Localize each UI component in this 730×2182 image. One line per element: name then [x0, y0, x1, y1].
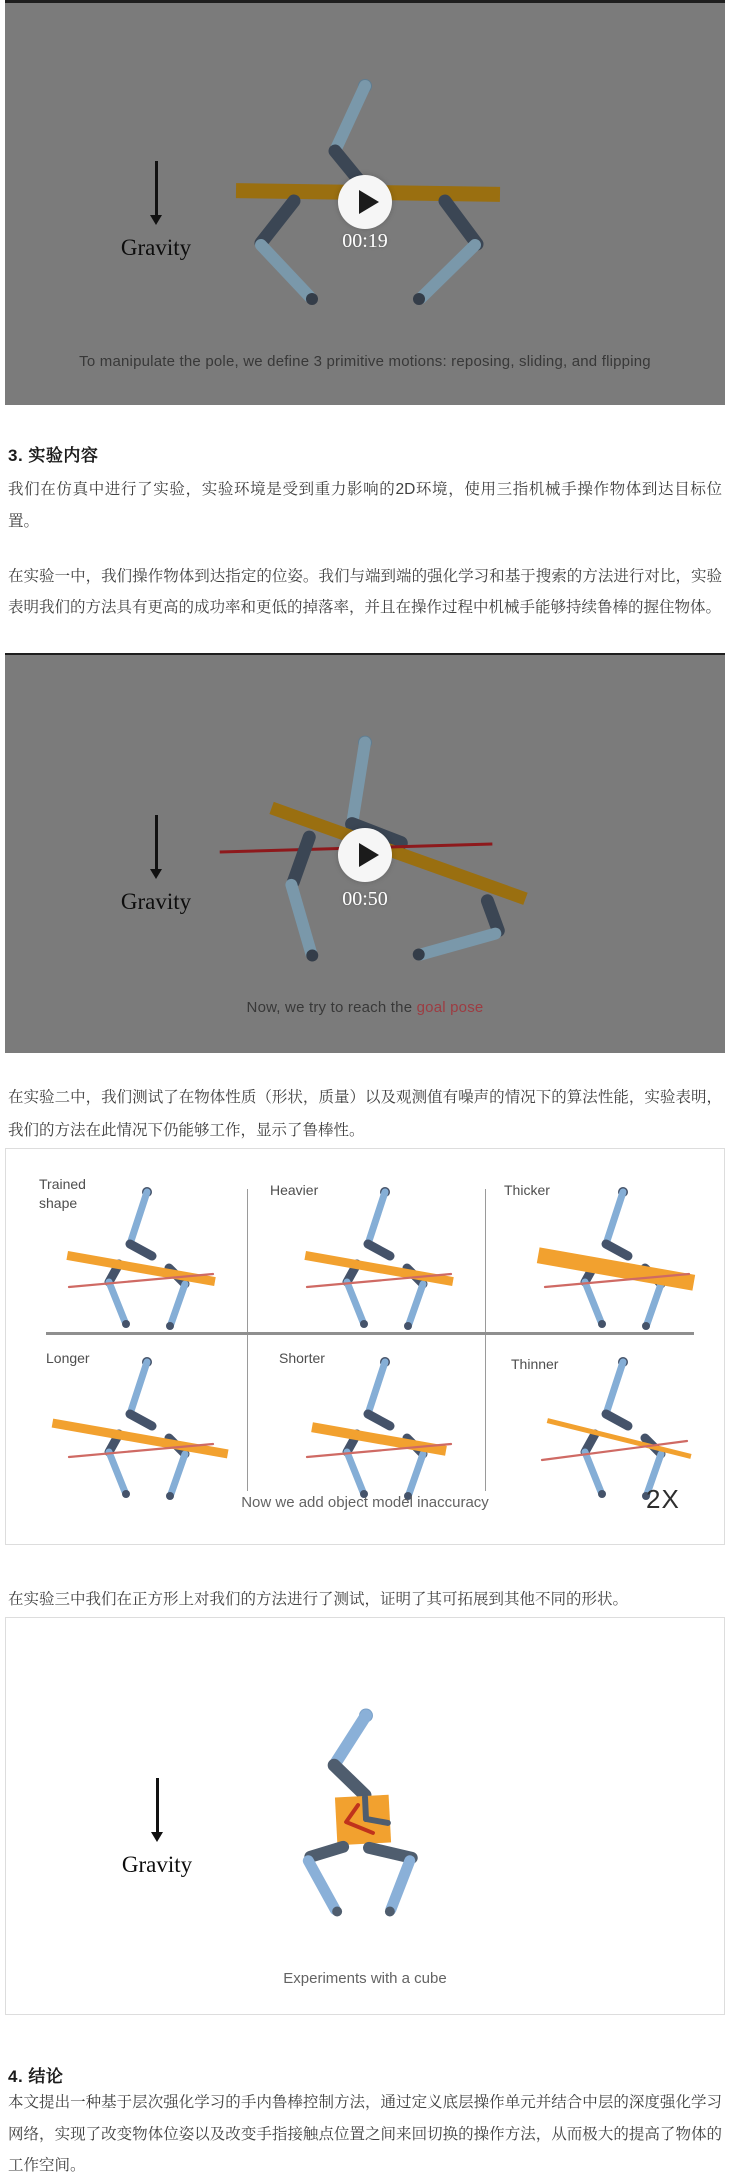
panel-label-longer: Longer: [46, 1350, 90, 1366]
gravity-label: Gravity: [120, 235, 192, 260]
panel-robot-thinner: [487, 1344, 725, 1514]
figure-cube-experiment: [5, 1617, 725, 2015]
gravity-label: Gravity: [121, 1852, 193, 1877]
panel-robot-shorter: [249, 1344, 487, 1514]
paragraph-experiment-setup: 我们在仿真中进行了实验，实验环境是受到重力影响的2D环境，使用三指机械手操作物体到达目标位置。: [8, 481, 722, 530]
video-caption: To manipulate the pole, we define 3 primitive motions: reposing, sliding, and flipping: [79, 353, 651, 370]
panel-label-trained-shape: Trained shape: [39, 1176, 86, 1211]
gravity-arrow-icon: [155, 815, 158, 870]
gravity-arrow-icon: [155, 161, 158, 216]
panel-robot-thicker: [487, 1174, 725, 1344]
play-button[interactable]: [338, 175, 392, 229]
section-heading-conclusion: 4. 结论: [8, 2067, 64, 2086]
video-timestamp: 00:50: [342, 888, 388, 910]
panel-robot-trained-shape: [11, 1174, 249, 1344]
play-icon: [359, 843, 379, 867]
paragraph-experiment-three: 在实验三中我们在正方形上对我们的方法进行了测试，证明了其可拓展到其他不同的形状。: [8, 1591, 629, 1608]
robot-hand-illustration: [308, 1709, 411, 1917]
panel-robot-heavier: [249, 1174, 487, 1344]
figure-caption: Experiments with a cube: [283, 1970, 447, 1987]
gravity-label: Gravity: [120, 889, 192, 914]
gravity-annotation: [102, 1778, 212, 1878]
goal-pose-text: goal pose: [416, 999, 484, 1016]
gravity-arrow-icon: [156, 1778, 159, 1833]
play-icon: [359, 190, 379, 214]
paragraph-experiment-one: 在实验一中，我们操作物体到达指定的位姿。我们与端到端的强化学习和基于搜索的方法进行对比，实验表明我们的方法具有更高的成功率和更低的掉落率，并且在操作过程中机械手能够持续鲁棒的握住物体。: [8, 568, 722, 616]
playback-speed-label: 2X: [646, 1484, 680, 1514]
panel-label-thinner: Thinner: [511, 1356, 559, 1372]
section-heading-experiments: 3. 实验内容: [8, 446, 99, 465]
paragraph-experiment-two: 在实验二中，我们测试了在物体性质（形状，质量）以及观测值有噪声的情况下的算法性能，实验表明，我们的方法在此情况下仍能够工作，显示了鲁棒性。: [8, 1089, 722, 1139]
caption-prefix: Now, we try to reach the: [246, 999, 417, 1016]
panel-label-thicker: Thicker: [504, 1182, 550, 1198]
panel-label-heavier: Heavier: [270, 1182, 319, 1198]
figure-model-inaccuracy: [5, 1148, 725, 1545]
panel-robot-longer: [11, 1344, 249, 1514]
video-timestamp: 00:19: [342, 230, 388, 252]
panel-label-shorter: Shorter: [279, 1350, 325, 1366]
video-player-pole-primitives[interactable]: [5, 0, 725, 405]
figure-caption: Now we add object model inaccuracy: [241, 1494, 489, 1511]
gravity-annotation: [101, 815, 211, 915]
play-button[interactable]: [338, 828, 392, 882]
paragraph-conclusion: 本文提出一种基于层次强化学习的手内鲁棒控制方法，通过定义底层操作单元并结合中层的深度强化学习网络，实现了改变物体位姿以及改变手指接触点位置之间来回切换的操作方法，从而极大的提高了物体的工作空间。: [8, 2094, 722, 2174]
video-player-goal-pose[interactable]: [5, 653, 725, 1053]
gravity-annotation: [101, 161, 211, 261]
video-caption: [5, 999, 725, 1016]
